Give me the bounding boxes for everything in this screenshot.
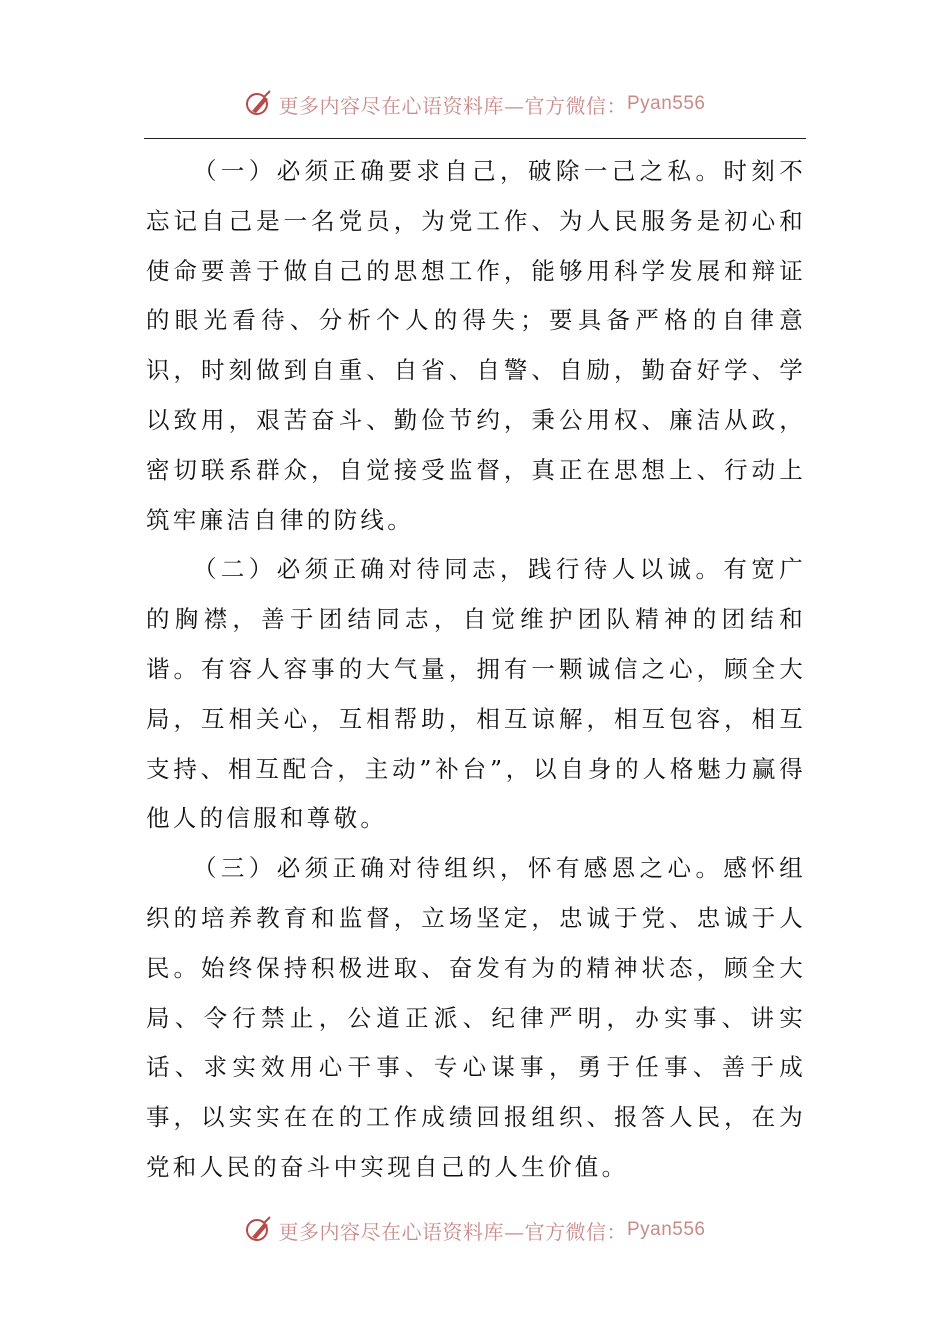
- watermark-wechat-id: Pyan556: [626, 93, 706, 114]
- watermark-brand-text: 更多内容尽在心语资料库—官方微信：: [278, 1219, 627, 1244]
- header-watermark: [0, 84, 950, 124]
- paragraph-2: （二）必须正确对待同志，践行待人以诚。有宽广的胸襟，善于团结同志，自觉维护团队精神的团结和谐。有容人容事的大气量，拥有一颗诚信之心，顾全大局，互相关心，互相帮助，相互谅解，相互包容，相互支持、相互配合，主动”补台”，以自身的人格魅力赢得他人的信服和尊敬。: [146, 555, 806, 833]
- paragraph-3: （三）必须正确对待组织，怀有感恩之心。感怀组织的培养教育和监督，立场坚定，忠诚于党、忠诚于人民。始终保持积极进取、奋发有为的精神状态，顾全大局、令行禁止，公道正派、纪律严明，办实事、讲实话、求实效用心干事、专心谋事，勇于任事、善于成事，以实实在在的工作成绩回报组织、报答人民，在为党和人民的奋斗中实现自己的人生价值。: [146, 854, 806, 1181]
- watermark-wechat-id: Pyan556: [626, 1219, 706, 1240]
- watermark-brand-text: 更多内容尽在心语资料库—官方微信：: [278, 93, 627, 118]
- paragraph-1: （一）必须正确要求自己，破除一己之私。时刻不忘记自己是一名党员，为党工作、为人民服务是初心和使命要善于做自己的思想工作，能够用科学发展和辩证的眼光看待、分析个人的得失；要具备严格的自律意识，时刻做到自重、自省、自警、自励，勤奋好学、学以致用，艰苦奋斗、勤俭节约，秉公用权、廉洁从政，密切联系群众，自觉接受监督，真正在思想上、行动上筑牢廉洁自律的防线。: [146, 157, 806, 534]
- footer-watermark: [0, 1210, 950, 1250]
- header-divider: [144, 138, 806, 139]
- document-body: [146, 147, 806, 1193]
- pen-nib-logo-icon: [244, 1215, 274, 1245]
- pen-nib-logo-icon: [244, 89, 274, 119]
